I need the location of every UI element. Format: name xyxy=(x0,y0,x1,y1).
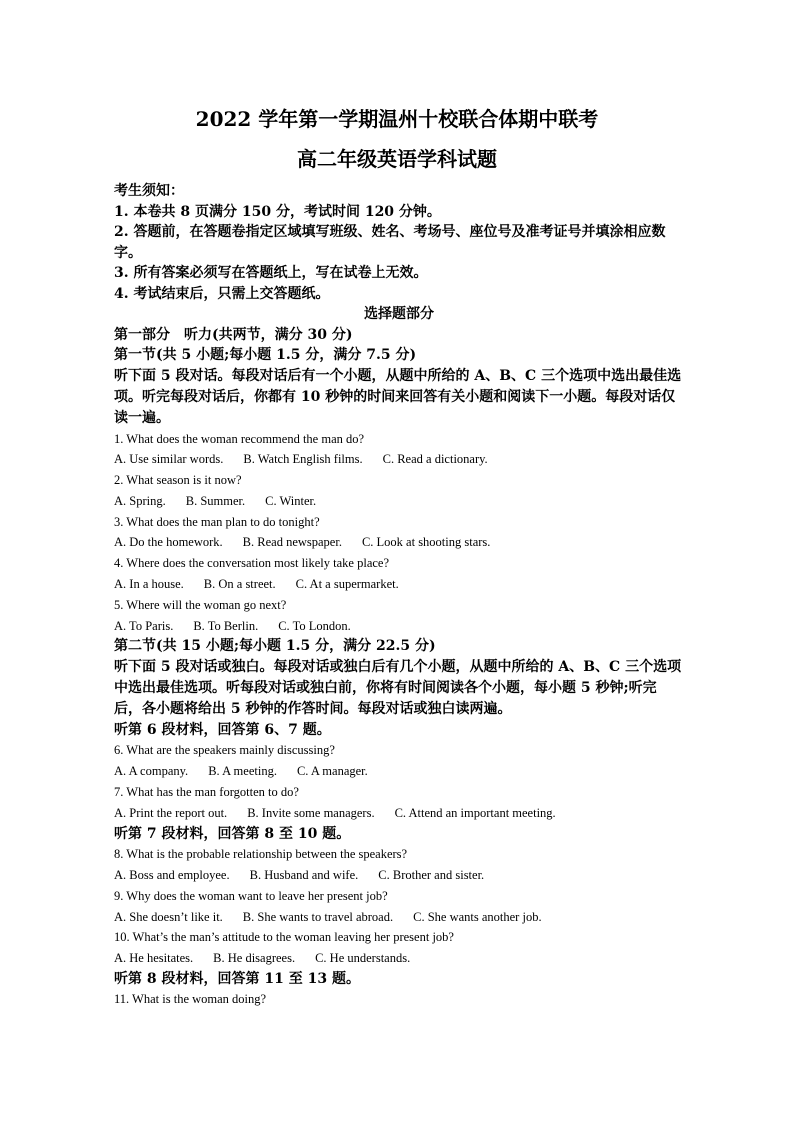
question-text: 8. What is the probable relationship between the speakers? xyxy=(114,847,408,862)
option-a: A. Do the homework. xyxy=(114,535,223,550)
question-text: 10. What’s the man’s attitude to the woman leaving her present job? xyxy=(114,930,454,945)
question-options xyxy=(114,761,684,782)
notice-heading: 考生须知： xyxy=(114,183,184,199)
section-title: 选择题部分 xyxy=(364,306,434,322)
question-text: 6. What are the speakers mainly discussing? xyxy=(114,743,335,758)
option-c: C. Attend an important meeting. xyxy=(394,805,556,820)
section2-title: 第二节(共 15 小题;每小题 1.5 分，满分 22.5 分) xyxy=(114,638,436,655)
question-text: 9. Why does the woman want to leave her present job? xyxy=(114,888,388,903)
option-b: B. She wants to travel abroad. xyxy=(242,909,394,924)
option-c: C. She wants another job. xyxy=(413,909,542,924)
option-b: B. Invite some managers. xyxy=(247,805,375,820)
notice-item: 3. 所有答案必须写在答题纸上，写在试卷上无效。 xyxy=(114,265,428,281)
question-text: 11. What is the woman doing? xyxy=(114,992,267,1007)
option-a: A. Use similar words. xyxy=(114,452,224,467)
option-b: B. To Berlin. xyxy=(193,618,259,633)
notice-item: 1. 本卷共 8 页满分 150 分，考试时间 120 分钟。 xyxy=(114,203,441,220)
section2-instructions: 听下面 5 段对话或独白。每段对话或独白后有几个小题，从题中所给的 A、B、C 三个选项中选出最佳选项。听每段对话或独白前，你将有时间阅读各个小题，每小题 5 秒钟;听完后，各小题将给出 5 秒钟的作答时间。每段对话或独白读两遍。 xyxy=(114,658,682,717)
exam-title: 2022 学年第一学期温州十校联合体期中联考 xyxy=(195,107,599,131)
option-a: A. Boss and employee. xyxy=(114,867,230,882)
option-b: B. Summer. xyxy=(185,493,246,508)
option-a: A. A company. xyxy=(114,764,189,779)
option-c: C. Look at shooting stars. xyxy=(361,535,491,550)
question-text: 2. What season is it now? xyxy=(114,473,242,488)
option-b: B. Read newspaper. xyxy=(242,535,342,550)
section1-instructions: 听下面 5 段对话。每段对话后有一个小题，从题中所给的 A、B、C 三个选项中选出最佳选项。听完每段对话后，你都有 10 秒钟的时间来回答有关小题和阅读下一小题。每段对话仅读一遍。 xyxy=(114,367,682,426)
exam-body xyxy=(114,181,684,1010)
question-text: 7. What has the man forgotten to do? xyxy=(114,785,299,800)
question-text: 1. What does the woman recommend the man do? xyxy=(114,431,365,446)
option-c: C. Brother and sister. xyxy=(378,867,485,882)
notice-item: 4. 考试结束后，只需上交答题纸。 xyxy=(114,285,330,302)
option-a: A. To Paris. xyxy=(114,618,174,633)
option-c: C. He understands. xyxy=(315,951,411,966)
question-options xyxy=(114,948,684,969)
question-options xyxy=(114,616,684,637)
option-b: B. A meeting. xyxy=(208,764,277,779)
option-c: C. Winter. xyxy=(265,493,317,508)
part1-title: 第一部分 听力(共两节，满分 30 分) xyxy=(114,326,353,343)
question-options xyxy=(114,491,684,512)
option-c: C. At a supermarket. xyxy=(295,577,399,592)
option-b: B. On a street. xyxy=(203,577,276,592)
question-options xyxy=(114,532,684,553)
material-heading: 听第 8 段材料，回答第 11 至 13 题。 xyxy=(114,970,360,987)
question-text: 3. What does the man plan to do tonight? xyxy=(114,514,320,529)
option-b: B. He disagrees. xyxy=(213,951,296,966)
option-c: C. Read a dictionary. xyxy=(382,452,488,467)
option-b: B. Watch English films. xyxy=(243,452,363,467)
option-b: B. Husband and wife. xyxy=(249,867,359,882)
option-a: A. Spring. xyxy=(114,493,166,508)
material-heading: 听第 6 段材料，回答第 6、7 题。 xyxy=(114,721,331,738)
question-options xyxy=(114,803,684,824)
option-a: A. He hesitates. xyxy=(114,951,194,966)
option-c: C. A manager. xyxy=(296,764,368,779)
notice-item: 2. 答题前，在答题卷指定区域填写班级、姓名、考场号、座位号及准考证号并填涂相应数字。 xyxy=(114,224,666,261)
question-options xyxy=(114,449,684,470)
option-a: A. In a house. xyxy=(114,577,184,592)
question-text: 4. Where does the conversation most likely take place? xyxy=(114,556,390,571)
question-text: 5. Where will the woman go next? xyxy=(114,597,287,612)
section1-title: 第一节(共 5 小题;每小题 1.5 分，满分 7.5 分) xyxy=(114,347,417,363)
question-options xyxy=(114,865,684,886)
material-heading: 听第 7 段材料，回答第 8 至 10 题。 xyxy=(114,825,351,842)
option-a: A. Print the report out. xyxy=(114,805,228,820)
question-options xyxy=(114,574,684,595)
option-a: A. She doesn’t like it. xyxy=(114,909,223,924)
option-c: C. To London. xyxy=(278,618,351,633)
question-options xyxy=(114,907,684,928)
exam-subtitle: 高二年级英语学科试题 xyxy=(297,147,497,171)
